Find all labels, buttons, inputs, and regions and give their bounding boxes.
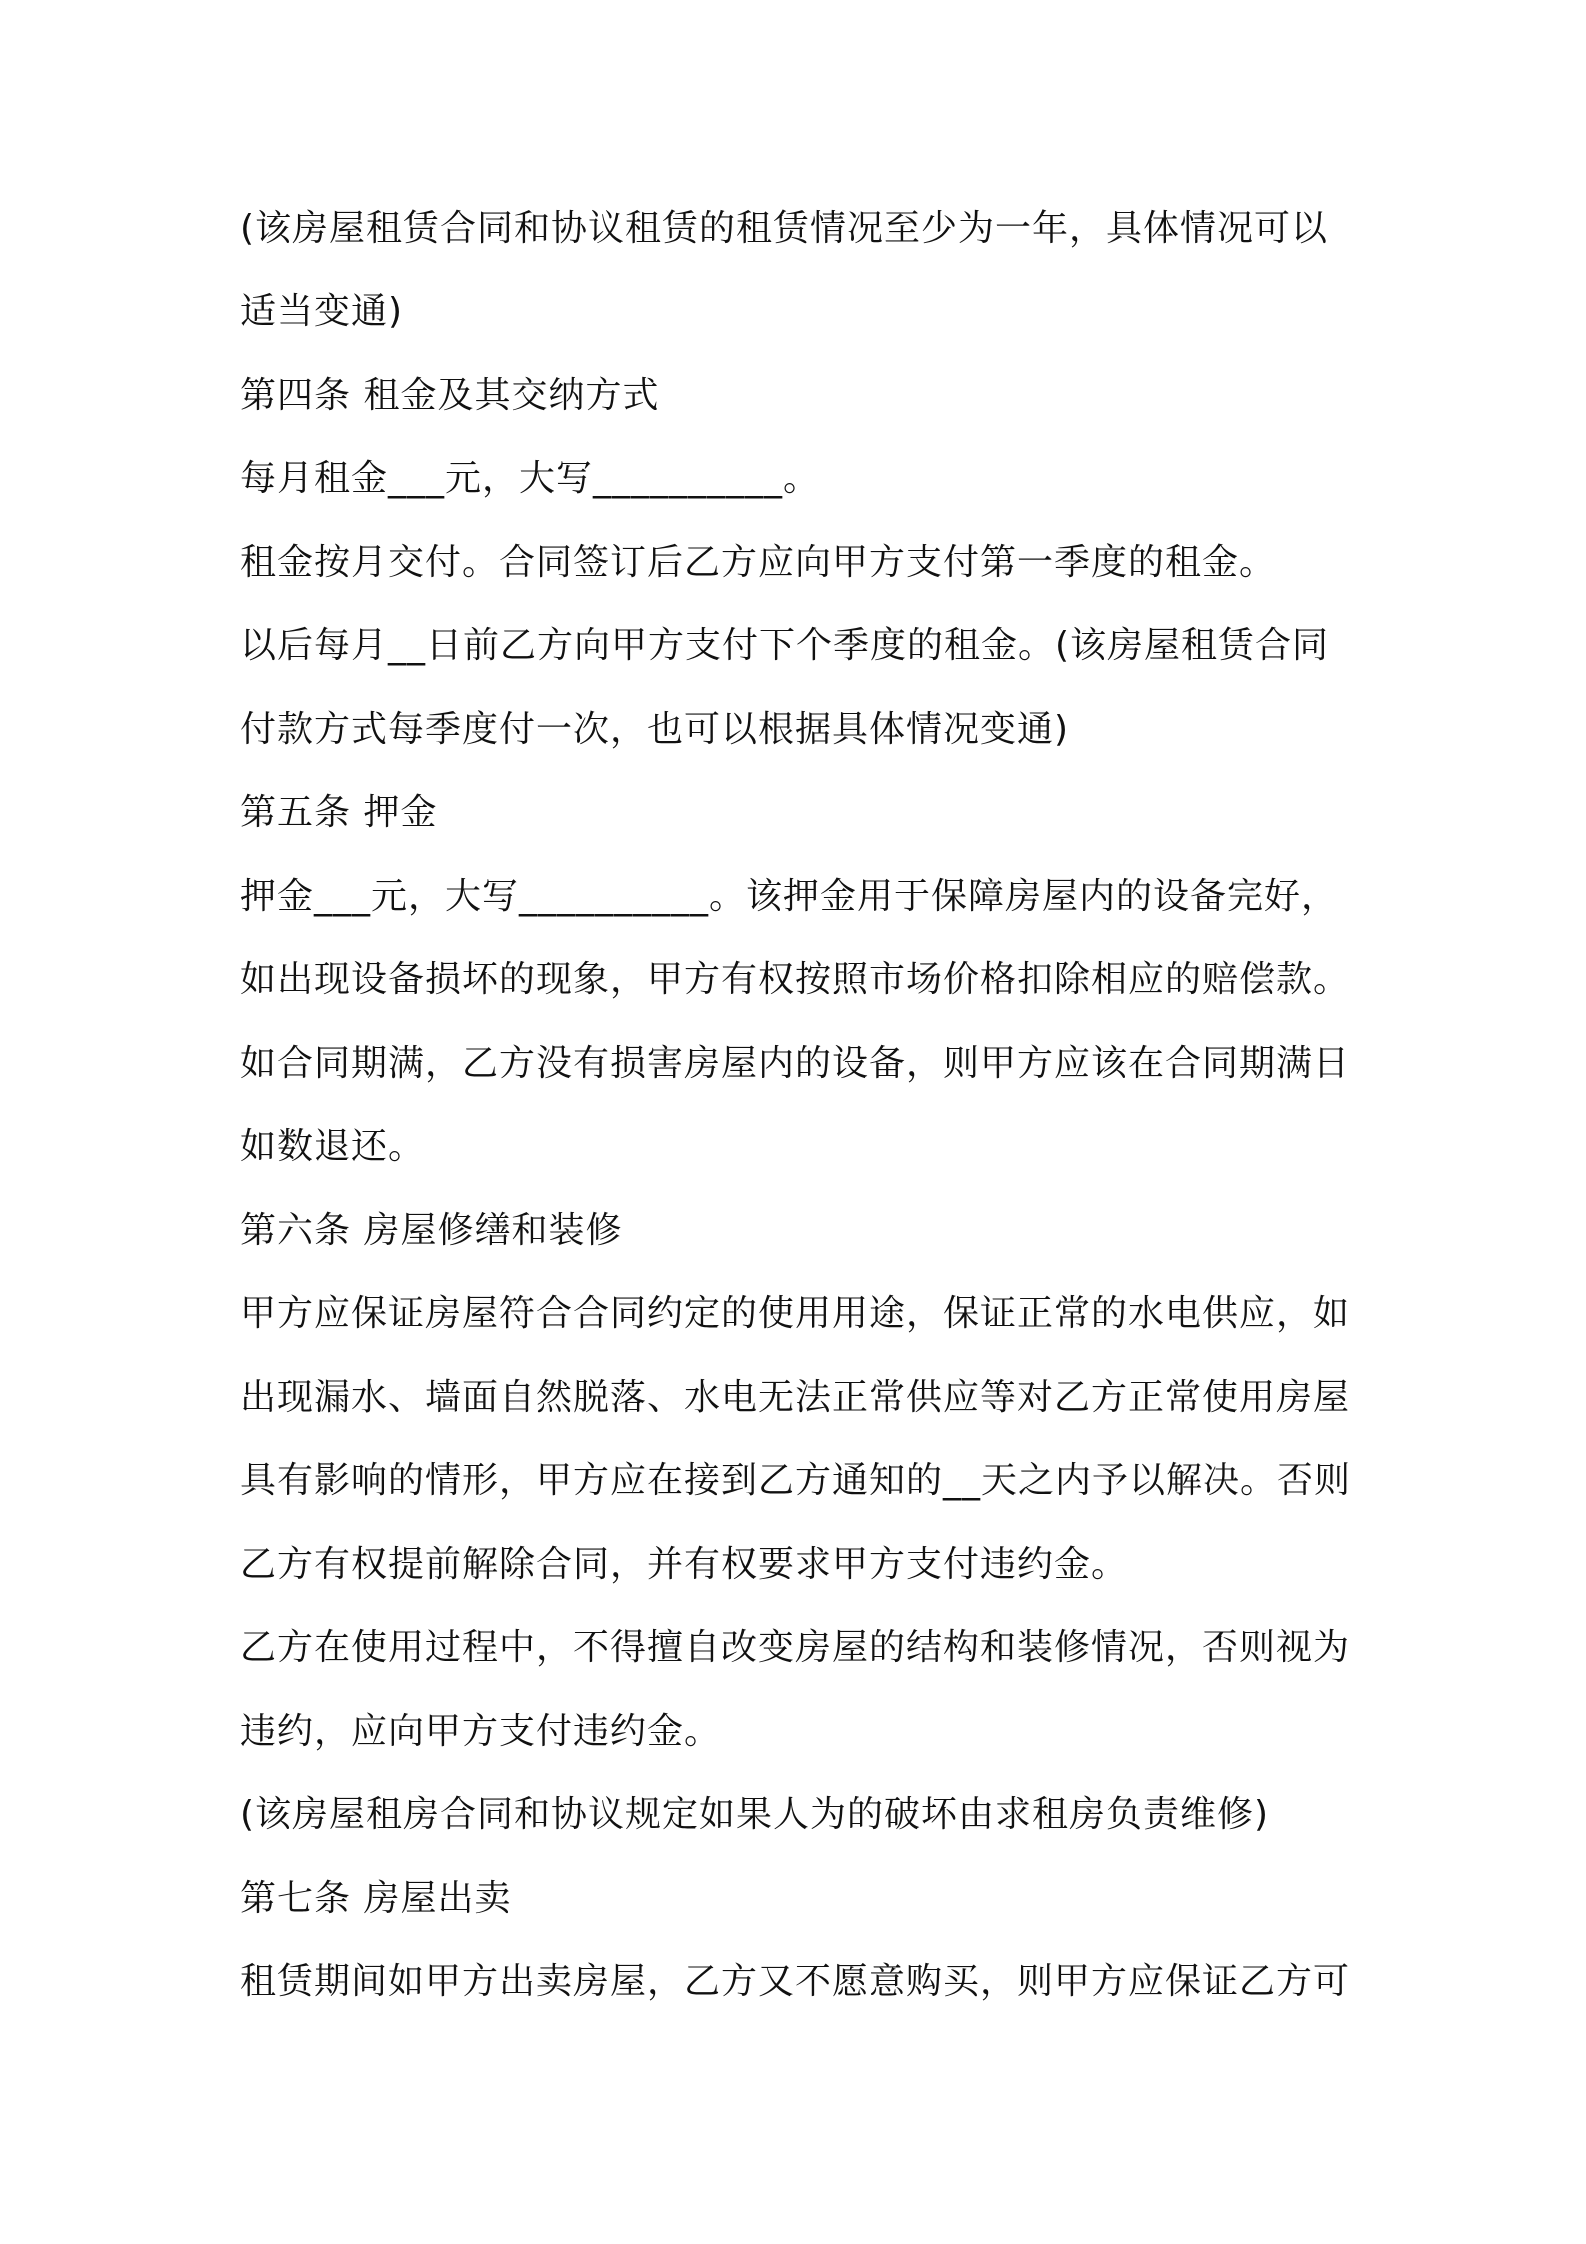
- text-line: 付款方式每季度付一次，也可以根据具体情况变通): [240, 709, 1070, 750]
- text-line: 租赁期间如甲方出卖房屋，乙方又不愿意购买，则甲方应保证乙方可: [240, 1961, 1351, 2002]
- text-line: 如出现设备损坏的现象，甲方有权按照市场价格扣除相应的赔偿款。: [240, 959, 1351, 1000]
- text-line: 如合同期满，乙方没有损害房屋内的设备，则甲方应该在合同期满日: [240, 1043, 1351, 1084]
- text-line: 以后每月__日前乙方向甲方支付下个季度的租金。(该房屋租赁合同: [240, 625, 1330, 666]
- text-line: (该房屋租赁合同和协议租赁的租赁情况至少为一年，具体情况可以: [240, 208, 1329, 249]
- text-line: 每月租金___元，大写__________。: [240, 458, 821, 499]
- section-heading: 第四条 租金及其交纳方式: [240, 375, 660, 416]
- section-heading: 第五条 押金: [240, 792, 438, 833]
- text-line: 具有影响的情形，甲方应在接到乙方通知的__天之内予以解决。否则: [240, 1460, 1352, 1501]
- text-line: 甲方应保证房屋符合合同约定的使用用途，保证正常的水电供应，如: [240, 1293, 1351, 1334]
- section-heading: 第六条 房屋修缮和装修: [240, 1210, 623, 1251]
- text-line: 违约，应向甲方支付违约金。: [240, 1711, 722, 1752]
- text-line: 乙方在使用过程中，不得擅自改变房屋的结构和装修情况，否则视为: [240, 1627, 1351, 1668]
- text-line: 乙方有权提前解除合同，并有权要求甲方支付违约金。: [240, 1544, 1129, 1585]
- text-line: 押金___元，大写__________。该押金用于保障房屋内的设备完好，: [240, 876, 1339, 917]
- document-page: [240, 0, 1360, 2244]
- section-heading: 第七条 房屋出卖: [240, 1878, 512, 1919]
- text-line: 如数退还。: [240, 1126, 426, 1167]
- text-line: 适当变通): [240, 291, 404, 332]
- text-line: (该房屋租房合同和协议规定如果人为的破坏由求租房负责维修): [240, 1794, 1270, 1835]
- text-line: 出现漏水、墙面自然脱落、水电无法正常供应等对乙方正常使用房屋: [240, 1377, 1351, 1418]
- text-line: 租金按月交付。合同签订后乙方应向甲方支付第一季度的租金。: [240, 542, 1277, 583]
